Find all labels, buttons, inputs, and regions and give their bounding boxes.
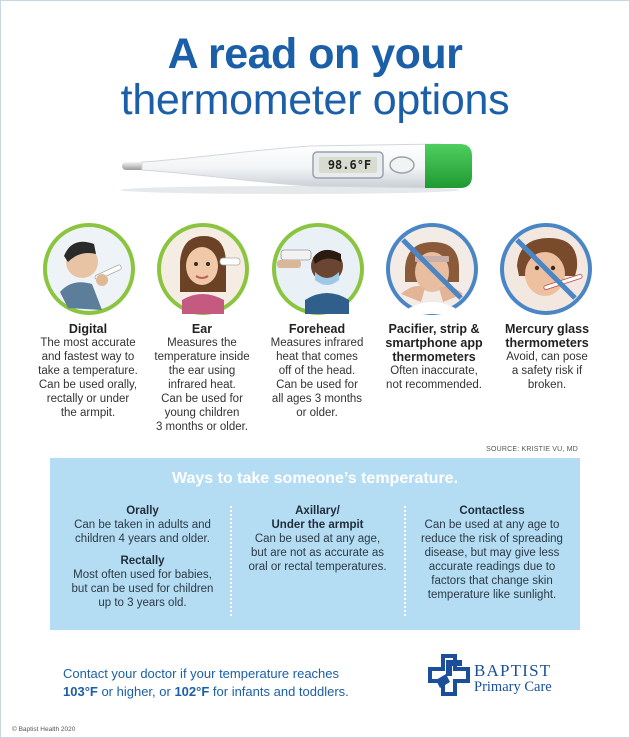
option-ear-line: temperature inside — [154, 351, 250, 363]
orally-line: children 4 years and older. — [75, 533, 210, 545]
column-divider — [230, 506, 232, 616]
copyright: © Baptist Health 2020 — [12, 726, 76, 733]
option-forehead — [258, 322, 376, 420]
source-credit: SOURCE: KRISTIE VU, MD — [486, 446, 578, 453]
digital-option-photo — [42, 222, 136, 316]
option-ear-line: Measures the — [167, 337, 237, 349]
baptist-cross-logo-icon — [426, 652, 472, 698]
option-forehead-line: Measures infrared — [270, 337, 364, 349]
option-ear — [143, 322, 261, 434]
option-forehead-line: all ages 3 months — [271, 393, 363, 405]
option-forehead-line: heat that comes — [276, 351, 358, 363]
pacifier-strip-option-photo — [385, 222, 479, 316]
option-digital-line: the armpit. — [60, 407, 116, 419]
rectally-line: Most often used for babies, — [73, 569, 212, 581]
option-pacifier-title: Pacifier, strip & — [388, 322, 480, 336]
contact-line-1: Contact your doctor if your temperature reaches — [63, 666, 340, 681]
orally-heading: Orally — [126, 505, 159, 517]
rectally-line: up to 3 years old. — [98, 597, 187, 609]
contact-doctor-note — [63, 665, 349, 701]
orally-line: Can be taken in adults and — [74, 519, 211, 531]
option-mercury-title: Mercury glass — [504, 322, 590, 336]
contactless-heading: Contactless — [459, 505, 525, 517]
contactless-line: temperature like sunlight. — [427, 589, 557, 601]
column-divider — [404, 506, 406, 616]
temp-threshold-infant: 102°F — [174, 684, 210, 699]
ways-panel — [50, 458, 580, 630]
axillary-line: oral or rectal temperatures. — [248, 561, 387, 573]
option-mercury-glass — [488, 322, 606, 392]
option-forehead-line: off of the head. — [278, 365, 356, 377]
option-forehead-title: Forehead — [288, 322, 346, 336]
logo-line-1: BAPTIST — [474, 661, 552, 680]
mercury-glass-option-photo — [499, 222, 593, 316]
option-ear-line: the ear using — [168, 365, 236, 377]
contactless-line: reduce the risk of spreading — [421, 533, 563, 545]
option-digital-line: Can be used orally, — [38, 379, 138, 391]
page-subtitle: thermometer options — [120, 76, 510, 124]
option-pacifier-title: smartphone app — [385, 336, 483, 350]
option-mercury-line: Avoid, can pose — [506, 351, 588, 363]
option-pacifier-line: Often inaccurate, — [390, 365, 478, 377]
option-mercury-line: a safety risk if — [511, 365, 583, 377]
option-mercury-line: broken. — [527, 379, 567, 391]
option-digital-line: and fastest way to — [41, 351, 135, 363]
page-title: A read on your — [167, 30, 463, 78]
contact-text: or higher, or — [97, 684, 175, 699]
axillary-line: but are not as accurate as — [251, 547, 384, 559]
thermometer-display-reading: 98.6°F — [327, 158, 372, 172]
option-digital — [29, 322, 147, 420]
contactless-line: disease, but may give less — [424, 547, 560, 559]
option-ear-line: Can be used for — [161, 393, 243, 405]
option-ear-title: Ear — [191, 322, 213, 336]
option-mercury-title: thermometers — [505, 336, 589, 350]
option-digital-title: Digital — [68, 322, 108, 336]
option-pacifier-title: thermometers — [392, 350, 476, 364]
rectally-heading: Rectally — [120, 555, 165, 567]
option-pacifier-strip — [372, 322, 496, 392]
option-forehead-line: or older. — [296, 407, 338, 419]
ways-title: Ways to take someone’s temperature. — [171, 470, 459, 487]
option-digital-line: take a temperature. — [38, 365, 138, 377]
ways-column-contactless — [407, 504, 577, 602]
baptist-logo — [474, 662, 552, 696]
rectally-line: but can be used for children — [71, 583, 214, 595]
contact-line-2 — [63, 683, 349, 701]
option-ear-line: infrared heat. — [168, 379, 236, 391]
ways-column-oral-rectal — [60, 504, 225, 610]
axillary-heading: Axillary/ — [295, 505, 340, 517]
contactless-line: accurate readings due to — [428, 561, 556, 573]
axillary-heading: Under the armpit — [271, 519, 364, 531]
forehead-option-photo — [271, 222, 365, 316]
contactless-line: factors that change skin — [431, 575, 553, 587]
logo-line-2: Primary Care — [474, 679, 552, 695]
option-ear-line: young children — [164, 407, 240, 419]
ear-option-photo — [156, 222, 250, 316]
ways-column-axillary — [235, 504, 400, 574]
option-ear-line: 3 months or older. — [155, 421, 249, 433]
temp-threshold-adult: 103°F — [63, 684, 98, 699]
option-forehead-line: Can be used for — [276, 379, 358, 391]
option-digital-line: rectally or under — [46, 393, 130, 405]
axillary-line: Can be used at any age, — [254, 533, 381, 545]
option-digital-line: The most accurate — [40, 337, 136, 349]
option-pacifier-line: not recommended. — [386, 379, 482, 391]
contact-text: for infants and toddlers. — [209, 684, 349, 699]
digital-thermometer-illustration — [120, 140, 475, 196]
contactless-line: Can be used at any age to — [424, 519, 560, 531]
